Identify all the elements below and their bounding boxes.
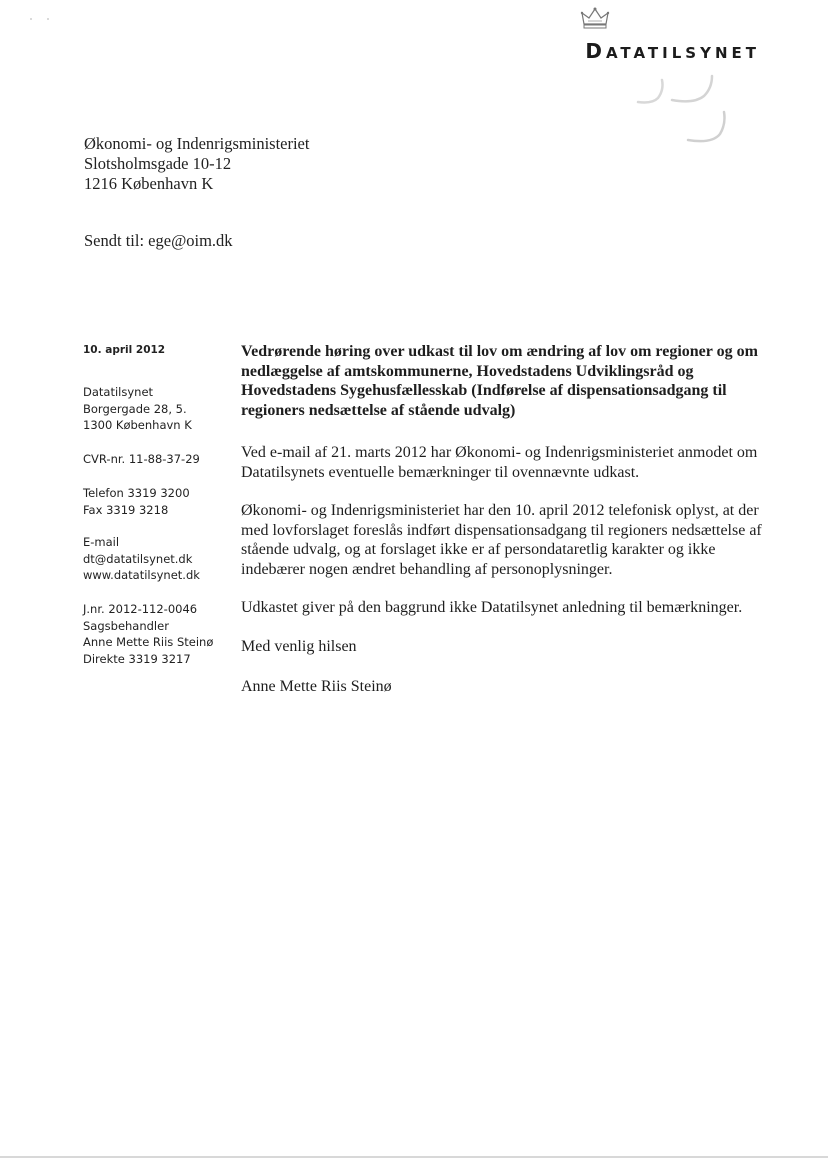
logo-wordmark: DATATILSYNET [585,39,760,63]
page-bottom-edge [0,1156,828,1158]
website: www.datatilsynet.dk [83,568,200,582]
recipient-city: 1216 København K [84,174,214,193]
letter-subject: Vedrørende høring over udkast til lov om ændring af lov om regioner og om nedlæggelse af amtskommunerne, Hovedstadens Udviklingsråd og Hovedstadens Sygehusfællesskab (Indførelse af dispensationsadgang til regioners nedsættelse af stående udvalg) [241,343,758,419]
case-block [83,601,213,667]
email-address: dt@datatilsynet.dk [83,551,193,566]
journal-number: J.nr. 2012-112-0046 [83,602,198,616]
datatilsynet-logo [520,6,760,63]
paragraph-3: Udkastet giver på den baggrund ikke Datatilsynet anledning til bemærkninger. [241,599,743,616]
cvr-number: CVR-nr. 11-88-37-29 [83,452,200,466]
sender-street: Borgergade 28, 5. [83,401,187,416]
email-label: E-mail [83,535,120,549]
signature: Anne Mette Riis Steinø [241,678,392,695]
sender-org: Datatilsynet [83,385,154,399]
direct-phone: Direkte 3319 3217 [83,651,191,666]
paragraph-2: Økonomi- og Indenrigsministeriet har den 10. april 2012 telefonisk oplyst, at der med lovforslaget foreslås indført dispensationsadgang til regioners nedsættelse af stående udvalg, og at forslaget ikke er af persondataretlig karakter og ikke indebærer nogen ændret behandling af personoplysninger. [241,502,762,578]
fax-number: Fax 3319 3218 [83,502,169,517]
sender-city: 1300 København K [83,418,192,432]
sent-to-line: Sendt til: ege@oim.dk [84,231,233,250]
contact-block [83,534,200,584]
recipient-address [84,134,309,194]
phone-number: Telefon 3319 3200 [83,486,190,500]
sender-address [83,384,192,434]
scan-speck [47,18,49,20]
phone-block [83,485,190,518]
case-handler-label: Sagsbehandler [83,618,169,633]
closing: Med venlig hilsen [241,638,357,655]
crown-icon [580,6,610,30]
paragraph-1: Ved e-mail af 21. marts 2012 har Økonomi- og Indenrigsministeriet anmodet om Datatilsynets eventuelle bemærkninger til ovennævnte udkast. [241,444,758,481]
letter-date: 10. april 2012 [83,344,166,356]
handwritten-mark [628,72,738,152]
case-handler-name: Anne Mette Riis Steinø [83,635,214,649]
recipient-name: Økonomi- og Indenrigsministeriet [84,134,310,153]
scan-speck [30,18,32,20]
recipient-street: Slotsholmsgade 10-12 [84,154,232,173]
